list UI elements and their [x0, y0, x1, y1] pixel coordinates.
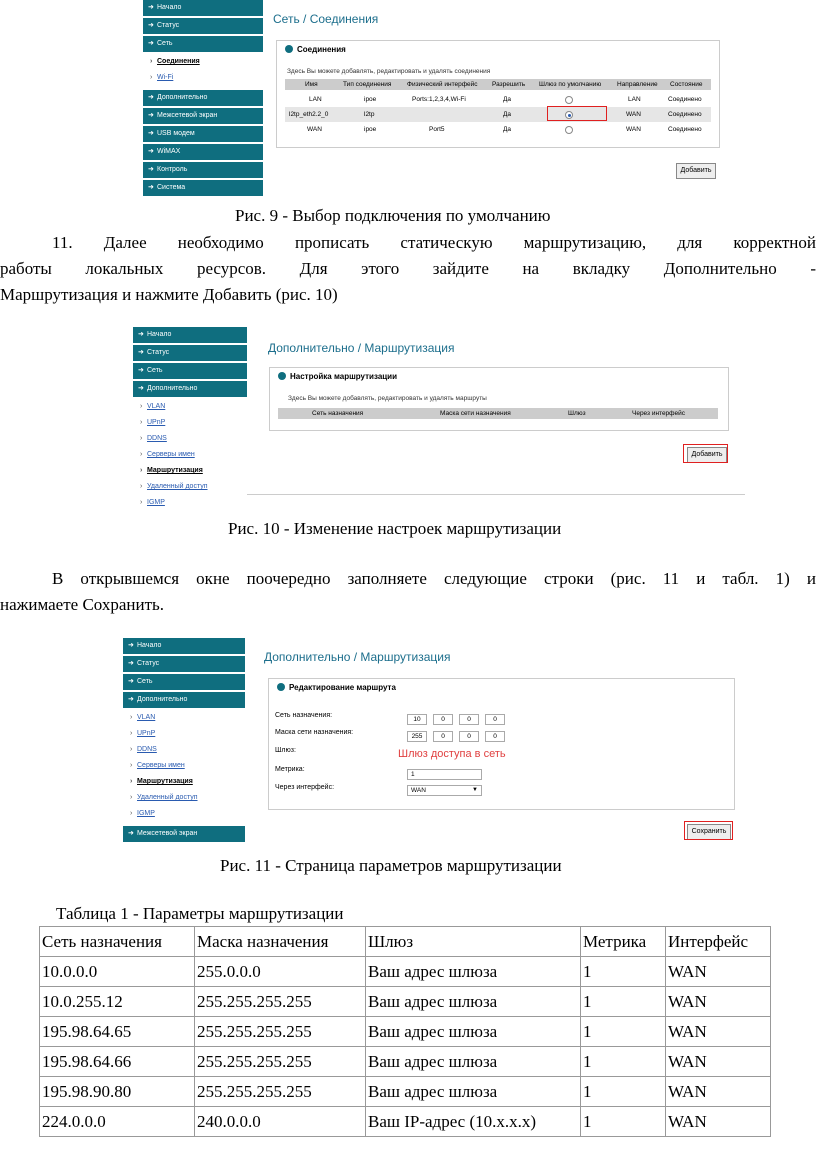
table-row[interactable]: [285, 107, 711, 122]
arrow-icon: ➜: [148, 94, 154, 101]
sidebar-sub-upnp[interactable]: › UPnP: [123, 726, 245, 742]
sidebar-sub-vlan[interactable]: › VLAN: [133, 399, 247, 415]
arrow-icon: ➜: [148, 130, 154, 137]
cell-type: l2tp: [364, 111, 375, 118]
arrow-icon: ➜: [128, 678, 134, 685]
sidebar-sub-upnp[interactable]: › UPnP: [133, 415, 247, 431]
caption: Рис. 11 - Страница параметров маршрутизации: [220, 856, 562, 875]
cell-name: LAN: [309, 96, 322, 103]
page-title: Дополнительно / Маршрутизация: [268, 341, 455, 355]
table-cell: 255.255.255.255: [195, 1017, 366, 1047]
sidebar-item-network[interactable]: ➜ Сеть: [133, 363, 247, 381]
sidebar-sub-wifi[interactable]: › Wi-Fi: [143, 70, 263, 86]
cell-iface: Port5: [429, 126, 445, 133]
cell-name: l2tp_eth2.2_0: [289, 111, 329, 118]
table-cell: 1: [581, 1077, 666, 1107]
metric-label: Метрика:: [275, 766, 305, 773]
sidebar-item-control[interactable]: ➜ Контроль: [143, 162, 263, 180]
paragraph-line: 11. Далее необходимо прописать статическую маршрутизацию, для корректной: [52, 233, 816, 252]
caption: Рис. 9 - Выбор подключения по умолчанию: [235, 206, 551, 225]
panel-title: Настройка маршрутизации: [278, 372, 397, 381]
paragraph: [0, 230, 816, 308]
col-gw: Шлюз: [568, 410, 586, 417]
table-cell: 1: [581, 957, 666, 987]
table-row: [40, 1017, 771, 1047]
col-iface: Через интерфейс: [632, 410, 686, 417]
table-header-row: [40, 927, 771, 957]
fig9-sidebar: [143, 0, 263, 198]
arrow-icon: ➜: [128, 696, 134, 703]
arrow-icon: ➜: [128, 660, 134, 667]
table-cell: 195.98.90.80: [40, 1077, 195, 1107]
table-row: [40, 1077, 771, 1107]
paragraph-line: работы локальных ресурсов. Для этого зайдите на вкладку Дополнительно -: [0, 259, 816, 278]
sidebar-sub-remote[interactable]: › Удаленный доступ: [133, 479, 247, 495]
sidebar-sub-igmp[interactable]: › IGMP: [123, 806, 245, 822]
col-type: Тип соединения: [343, 81, 392, 88]
paragraph-line: В открывшемся окне поочередно заполняете следующие строки (рис. 11 и табл. 1) и: [52, 569, 816, 588]
iface-select[interactable]: WAN ▼: [407, 785, 482, 796]
panel-title: Соединения: [285, 45, 346, 54]
col-direction: Направление: [617, 81, 658, 88]
table-cell: 195.98.64.66: [40, 1047, 195, 1077]
cell-iface: Ports:1,2,3,4,Wi-Fi: [412, 96, 466, 103]
sidebar-item-usb[interactable]: ➜ USB модем: [143, 126, 263, 144]
col-mask: Маска сети назначения: [440, 410, 511, 417]
table-row[interactable]: [285, 93, 711, 107]
dest-label: Сеть назначения:: [275, 712, 333, 719]
gw-label: Шлюз:: [275, 747, 296, 754]
header-cell: Шлюз: [366, 927, 581, 957]
add-button[interactable]: Добавить: [676, 163, 716, 179]
sidebar-sub-connections[interactable]: › Соединения: [143, 54, 263, 70]
fig11-screenshot: [123, 638, 743, 852]
table-cell: 10.0.255.12: [40, 987, 195, 1017]
col-state: Состояние: [670, 81, 703, 88]
mask-octet-1[interactable]: 255: [407, 731, 427, 742]
arrow-icon: ➜: [148, 166, 154, 173]
panel-bullet-icon: [285, 45, 293, 53]
cell-direction: LAN: [628, 96, 641, 103]
table-row: [40, 1047, 771, 1077]
table-row: [40, 1107, 771, 1137]
sidebar-sub-ddns[interactable]: › DDNS: [123, 742, 245, 758]
cell-type: ipoe: [364, 96, 377, 103]
paragraph-line: нажимаете Сохранить.: [0, 595, 165, 614]
arrow-icon: ➜: [148, 40, 154, 47]
sidebar-sub-routing[interactable]: › Маршрутизация: [133, 463, 247, 479]
table-cell: Ваш адрес шлюза: [366, 1077, 581, 1107]
cell-direction: WAN: [626, 126, 641, 133]
arrow-icon: ➜: [138, 331, 144, 338]
cell-enable: Да: [503, 111, 512, 118]
arrow-icon: ➜: [148, 4, 154, 11]
sidebar-item-status[interactable]: ➜ Статус: [143, 18, 263, 36]
table-row: [40, 987, 771, 1017]
arrow-icon: ➜: [138, 385, 144, 392]
table-cell: 255.255.255.255: [195, 1047, 366, 1077]
paragraph: [0, 566, 816, 618]
mask-octet-2[interactable]: 0: [433, 731, 453, 742]
table-cell: 1: [581, 1017, 666, 1047]
panel-description: Здесь Вы можете добавлять, редактировать и удалять маршруты: [288, 395, 487, 402]
sidebar-sub-vlan[interactable]: › VLAN: [123, 710, 245, 726]
sidebar-sub-dns[interactable]: › Серверы имен: [123, 758, 245, 774]
table-cell: Ваш адрес шлюза: [366, 1017, 581, 1047]
sidebar-item-network[interactable]: ➜ Сеть: [143, 36, 263, 54]
sidebar-item-start[interactable]: ➜ Начало: [123, 638, 245, 656]
fig11-sidebar: [123, 638, 245, 844]
sidebar-sub-routing[interactable]: › Маршрутизация: [123, 774, 245, 790]
table-cell: WAN: [666, 1107, 771, 1137]
sidebar-sub-ddns[interactable]: › DDNS: [133, 431, 247, 447]
sidebar-item-start[interactable]: ➜ Начало: [133, 327, 247, 345]
default-gw-radio[interactable]: [565, 96, 573, 104]
arrow-icon: ➜: [138, 367, 144, 374]
sidebar-item-firewall[interactable]: ➜ Межсетевой экран: [143, 108, 263, 126]
table-title: Таблица 1 - Параметры маршрутизации: [56, 904, 344, 923]
sidebar-item-advanced[interactable]: ➜ Дополнительно: [143, 90, 263, 108]
panel-bullet-icon: [278, 372, 286, 380]
caption: Рис. 10 - Изменение настроек маршрутизации: [228, 519, 562, 538]
default-gw-radio[interactable]: [565, 126, 573, 134]
cell-state: Соединено: [668, 111, 702, 118]
cell-name: WAN: [307, 126, 322, 133]
panel-description: Здесь Вы можете добавлять, редактировать и удалять соединения: [287, 68, 491, 75]
sidebar-item-network[interactable]: ➜ Сеть: [123, 674, 245, 692]
iface-label: Через интерфейс:: [275, 784, 335, 791]
highlight-frame: [547, 106, 607, 121]
highlight-frame: [683, 444, 728, 463]
divider: [247, 494, 745, 495]
routing-panel: [269, 367, 729, 431]
cell-state: Соединено: [668, 96, 702, 103]
arrow-icon: ➜: [128, 642, 134, 649]
table-cell: WAN: [666, 957, 771, 987]
arrow-icon: ➜: [148, 148, 154, 155]
sidebar-item-firewall[interactable]: ➜ Межсетевой экран: [123, 826, 245, 844]
cell-state: Соединено: [668, 126, 702, 133]
table-cell: 1: [581, 1047, 666, 1077]
mask-label: Маска сети назначения:: [275, 729, 354, 736]
table-cell: 255.0.0.0: [195, 957, 366, 987]
highlight-frame: [684, 821, 733, 840]
sidebar-sub-dns[interactable]: › Серверы имен: [133, 447, 247, 463]
cell-enable: Да: [503, 126, 512, 133]
sidebar-sub-igmp[interactable]: › IGMP: [133, 495, 247, 511]
table-cell: Ваш адрес шлюза: [366, 957, 581, 987]
table-row: [40, 957, 771, 987]
table-cell: 1: [581, 1107, 666, 1137]
header-cell: Маска назначения: [195, 927, 366, 957]
sidebar-item-system[interactable]: ➜ Система: [143, 180, 263, 198]
dest-octet-1[interactable]: 10: [407, 714, 427, 725]
dest-octet-3[interactable]: 0: [459, 714, 479, 725]
table-row[interactable]: [285, 123, 711, 137]
add-button[interactable]: Добавить: [687, 447, 727, 463]
dest-octet-4[interactable]: 0: [485, 714, 505, 725]
arrow-icon: ➜: [148, 184, 154, 191]
sidebar-item-wimax[interactable]: ➜ WiMAX: [143, 144, 263, 162]
cell-enable: Да: [503, 96, 512, 103]
table-cell: Ваш адрес шлюза: [366, 987, 581, 1017]
col-default-gw: Шлюз по умолчанию: [539, 81, 602, 88]
table-cell: 1: [581, 987, 666, 1017]
edit-route-panel: [268, 678, 735, 810]
arrow-icon: ➜: [138, 349, 144, 356]
sidebar-sub-remote[interactable]: › Удаленный доступ: [123, 790, 245, 806]
sidebar-item-advanced[interactable]: ➜ Дополнительно: [133, 381, 247, 399]
dest-octet-2[interactable]: 0: [433, 714, 453, 725]
table-cell: 195.98.64.65: [40, 1017, 195, 1047]
connections-panel: [276, 40, 720, 148]
table-cell: 10.0.0.0: [40, 957, 195, 987]
sidebar-item-status[interactable]: ➜ Статус: [133, 345, 247, 363]
table-body: [40, 927, 771, 1137]
table-cell: 240.0.0.0: [195, 1107, 366, 1137]
table-cell: WAN: [666, 1077, 771, 1107]
table-cell: WAN: [666, 1047, 771, 1077]
panel-title: Редактирование маршрута: [277, 683, 396, 692]
chevron-down-icon: ▼: [472, 787, 478, 793]
table-cell: 224.0.0.0: [40, 1107, 195, 1137]
arrow-icon: ➜: [148, 22, 154, 29]
col-iface: Физический интерфейс: [407, 81, 478, 88]
header-cell: Сеть назначения: [40, 927, 195, 957]
table-cell: Ваш адрес шлюза: [366, 1047, 581, 1077]
cell-type: ipoe: [364, 126, 377, 133]
arrow-icon: ➜: [148, 112, 154, 119]
mask-octet-3[interactable]: 0: [459, 731, 479, 742]
table-cell: 255.255.255.255: [195, 987, 366, 1017]
save-button[interactable]: Сохранить: [687, 824, 731, 840]
table-cell: WAN: [666, 987, 771, 1017]
gw-note: Шлюз доступа в сеть: [398, 748, 506, 760]
sidebar-item-status[interactable]: ➜ Статус: [123, 656, 245, 674]
sidebar-item-start[interactable]: ➜ Начало: [143, 0, 263, 18]
mask-octet-4[interactable]: 0: [485, 731, 505, 742]
table-cell: 255.255.255.255: [195, 1077, 366, 1107]
fig10-screenshot: [133, 327, 745, 515]
sidebar-item-advanced[interactable]: ➜ Дополнительно: [123, 692, 245, 710]
arrow-icon: ➜: [128, 830, 134, 837]
page-title: Дополнительно / Маршрутизация: [264, 650, 451, 664]
panel-bullet-icon: [277, 683, 285, 691]
table-cell: WAN: [666, 1017, 771, 1047]
col-dest: Сеть назначения: [312, 410, 364, 417]
col-enable: Разрешить: [492, 81, 526, 88]
cell-direction: WAN: [626, 111, 641, 118]
table-cell: Ваш IP-адрес (10.x.x.x): [366, 1107, 581, 1137]
paragraph-line: Маршрутизация и нажмите Добавить (рис. 10): [0, 285, 338, 304]
col-name: Имя: [305, 81, 318, 88]
page-title: Сеть / Соединения: [273, 12, 379, 26]
header-cell: Интерфейс: [666, 927, 771, 957]
routing-params-table: [39, 926, 771, 1137]
fig10-sidebar: [133, 327, 247, 511]
header-cell: Метрика: [581, 927, 666, 957]
fig9-screenshot: [143, 0, 723, 200]
metric-input[interactable]: 1: [407, 769, 482, 780]
